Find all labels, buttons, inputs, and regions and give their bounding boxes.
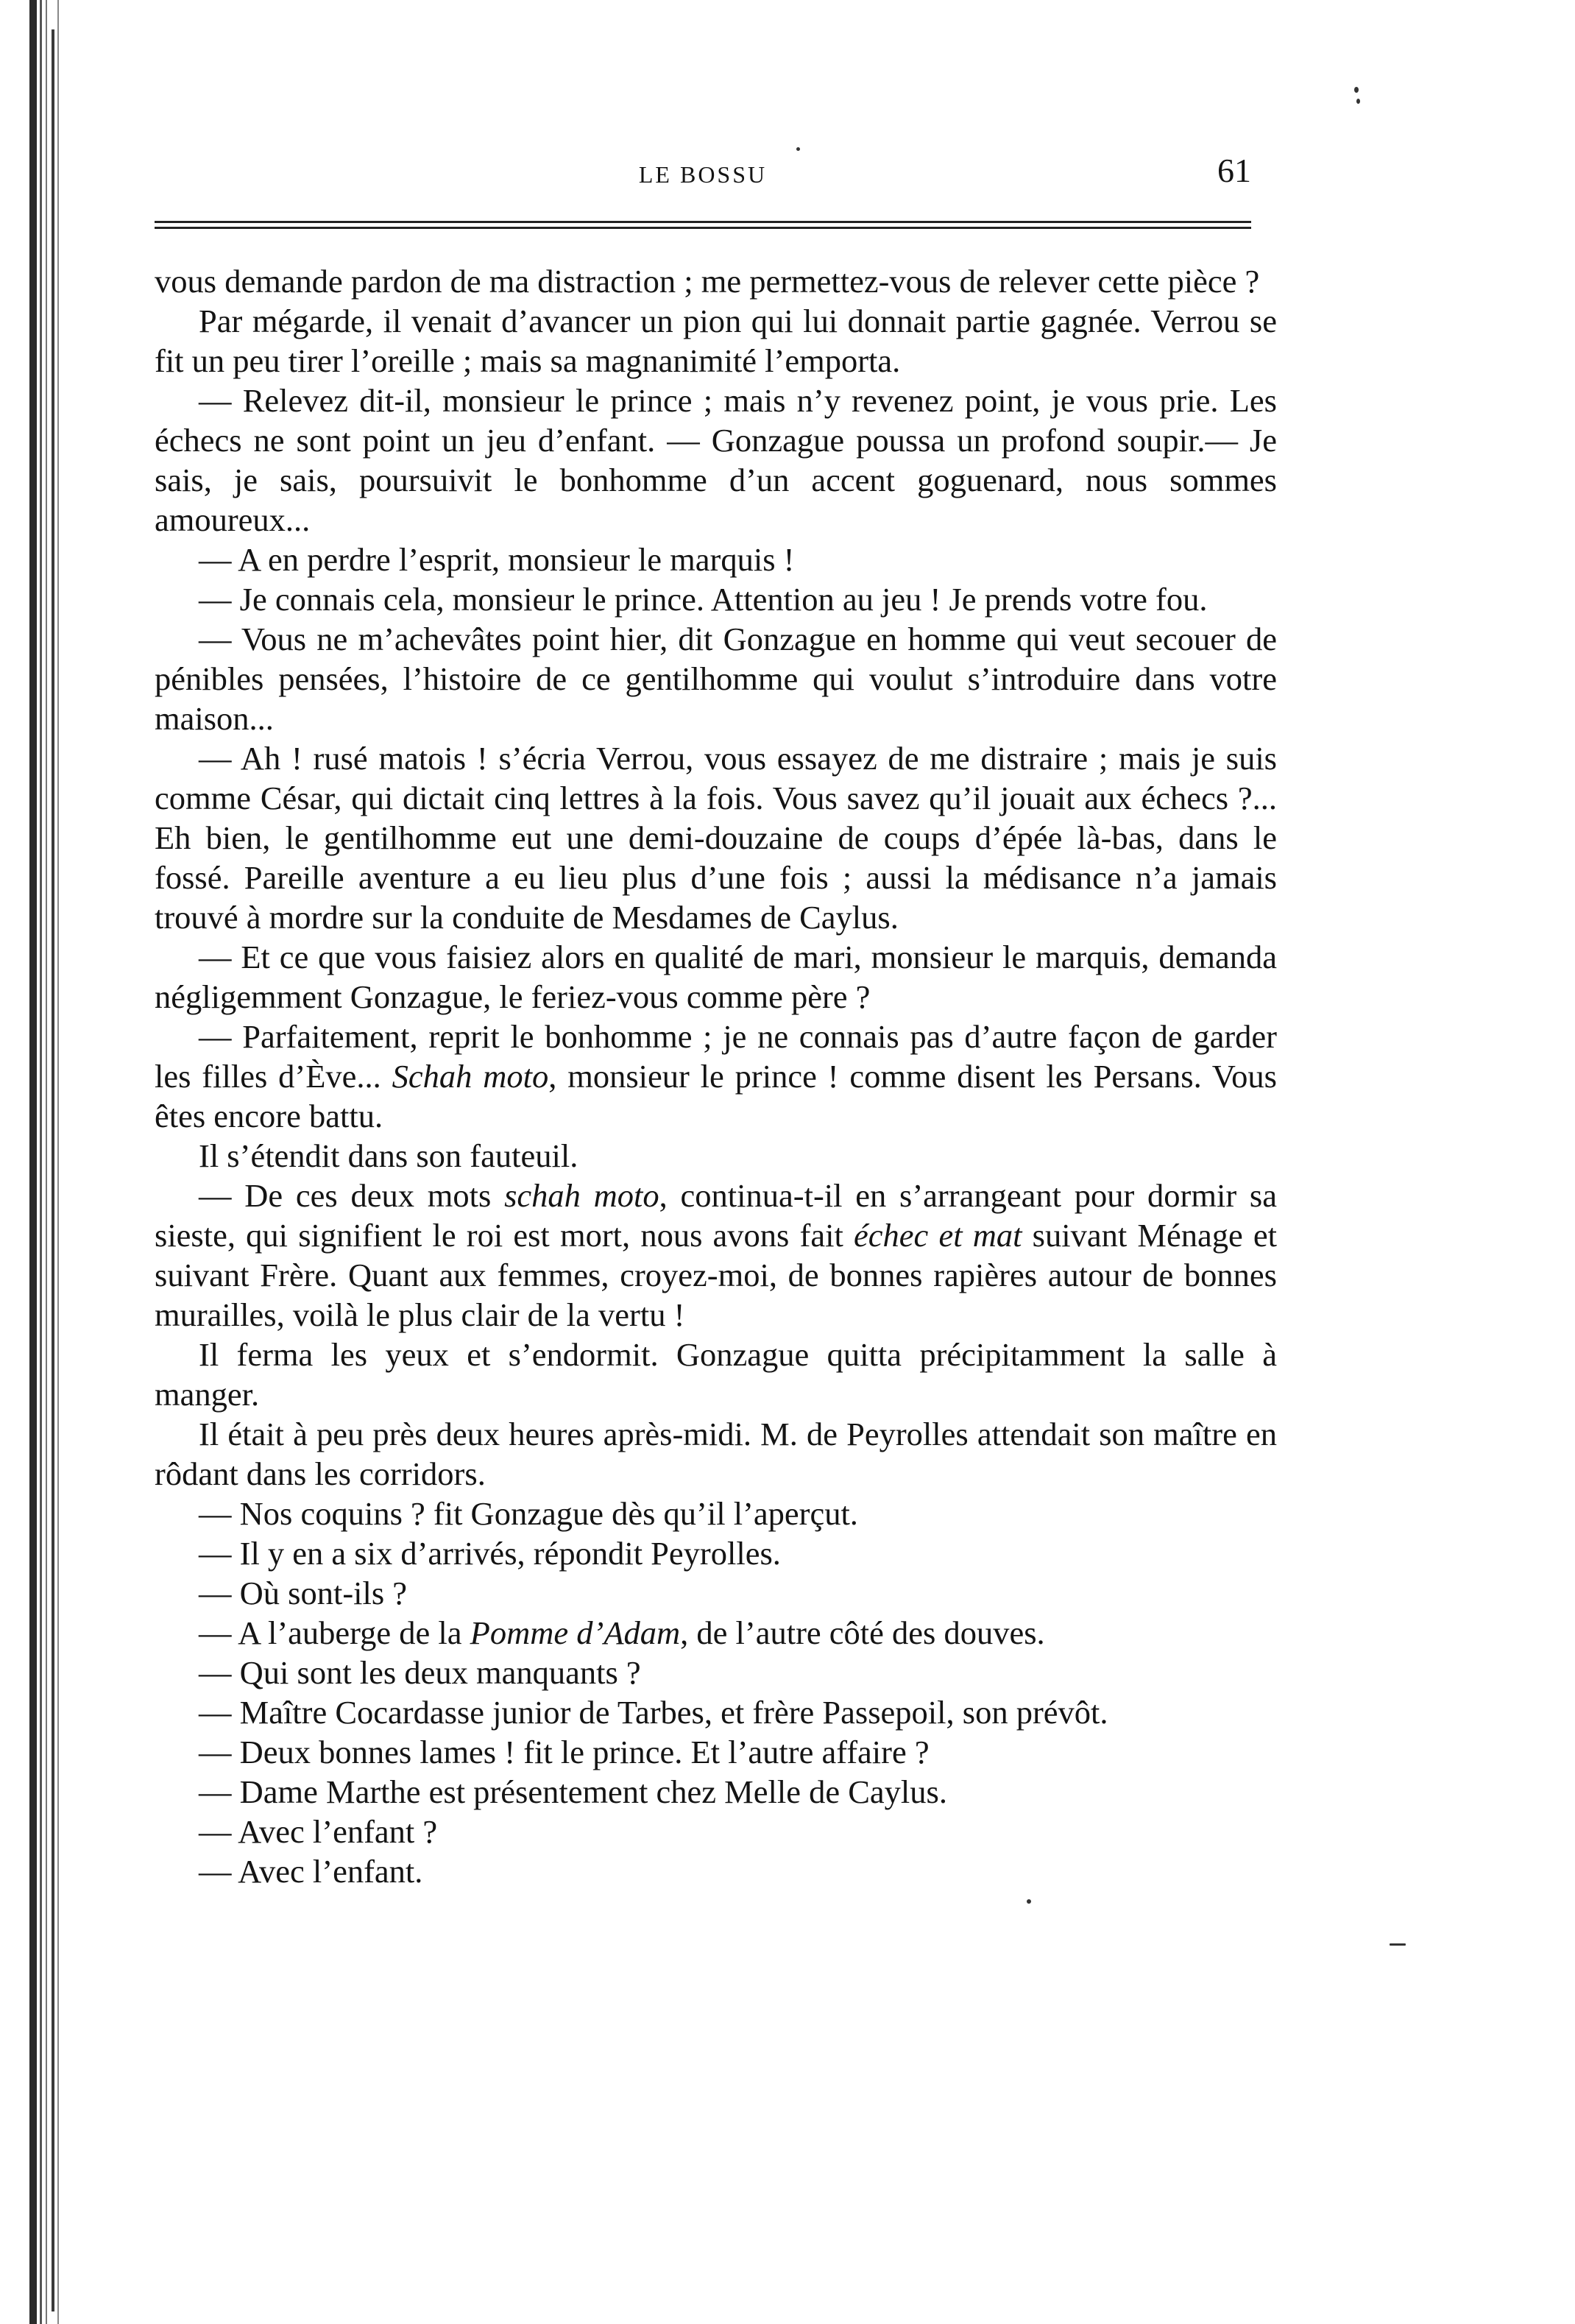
paragraph: Par mégarde, il venait d’avancer un pion qui lui donnait partie gagnée. Verrou se fit un peu tirer l’oreille ; mais sa magnanimité l’emporta. xyxy=(155,303,1277,379)
paragraph: Il ferma les yeux et s’endormit. Gonzague quitta précipitamment la salle à manger. xyxy=(155,1336,1277,1413)
print-speck xyxy=(1356,99,1360,104)
running-title: LE BOSSU xyxy=(638,161,768,188)
paragraph: — Je connais cela, monsieur le prince. Attention au jeu ! Je prends votre fou. xyxy=(199,581,1208,618)
paragraph: Il était à peu près deux heures après-midi. M. de Peyrolles attendait son maître en rôdant dans les corridors. xyxy=(155,1416,1277,1492)
italic-phrase: Pomme d’Adam xyxy=(470,1614,681,1651)
paragraph: vous demande pardon de ma distraction ; me permettez-vous de relever cette pièce ? xyxy=(155,263,1260,300)
paragraph: — Dame Marthe est présentement chez Melle de Caylus. xyxy=(199,1773,947,1810)
paragraph: — Avec l’enfant. xyxy=(199,1853,423,1890)
print-speck xyxy=(1027,1899,1031,1904)
paragraph: — Parfaitement, reprit le bonhomme ; je ne connais pas d’autre façon de garder les filles d’Ève... Schah moto, monsieur le prince ! comme disent les Persans. Vous êtes encore battu. xyxy=(155,1018,1277,1134)
print-speck xyxy=(796,147,800,151)
paragraph: — Avec l’enfant ? xyxy=(199,1813,438,1850)
print-speck xyxy=(1390,1943,1406,1946)
paragraph: — Il y en a six d’arrivés, répondit Peyrolles. xyxy=(199,1535,781,1572)
print-speck xyxy=(1354,87,1359,93)
paragraph: — Vous ne m’achevâtes point hier, dit Gonzague en homme qui veut secouer de pénibles pensées, l’histoire de ce gentilhomme qui voulut s’introduire dans votre maison... xyxy=(155,621,1277,737)
paragraph: — Nos coquins ? fit Gonzague dès qu’il l’aperçut. xyxy=(199,1495,858,1532)
paragraph: Il s’étendit dans son fauteuil. xyxy=(199,1137,578,1174)
paragraph: — Deux bonnes lames ! fit le prince. Et l’autre affaire ? xyxy=(199,1734,930,1770)
paragraph: — Où sont-ils ? xyxy=(199,1575,408,1611)
body-text xyxy=(155,261,1277,1891)
paragraph: — Qui sont les deux manquants ? xyxy=(199,1654,641,1691)
paragraph: — Relevez dit-il, monsieur le prince ; mais n’y revenez point, je vous prie. Les échecs ne sont point un jeu d’enfant. — Gonzague poussa un profond soupir.— Je sais, je sais, poursuivit le bonhomme d’un accent goguenard, nous sommes amoureux... xyxy=(155,382,1277,538)
page-header xyxy=(155,151,1251,195)
italic-phrase: schah moto xyxy=(504,1177,659,1214)
page-number: 61 xyxy=(1217,152,1251,189)
paragraph: — Maître Cocardasse junior de Tarbes, et frère Passepoil, son prévôt. xyxy=(199,1694,1108,1731)
paragraph: — Et ce que vous faisiez alors en qualité de mari, monsieur le marquis, demanda négligemment Gonzague, le feriez-vous comme père ? xyxy=(155,939,1277,1015)
paragraph: — De ces deux mots schah moto, continua-t-il en s’arrangeant pour dormir sa sieste, qui signifient le roi est mort, nous avons fait échec et mat suivant Ménage et suivant Frère. Quant aux femmes, croyez-moi, de bonnes rapières autour de bonnes murailles, voilà le plus clair de la vertu ! xyxy=(155,1177,1278,1333)
paragraph: — A l’auberge de la Pomme d’Adam, de l’autre côté des douves. xyxy=(199,1614,1045,1651)
paragraph: — A en perdre l’esprit, monsieur le marquis ! xyxy=(199,541,795,578)
book-spine-edge xyxy=(29,0,81,2324)
header-rule xyxy=(155,221,1251,230)
italic-phrase: Schah moto xyxy=(392,1058,549,1095)
paragraph: — Ah ! rusé matois ! s’écria Verrou, vous essayez de me distraire ; mais je suis comme César, qui dictait cinq lettres à la fois. Vous savez qu’il jouait aux échecs ?... Eh bien, le gentilhomme eut une demi-douzaine de coups d’épée là-bas, dans le fossé. Pareille aventure a eu lieu plus d’une fois ; aussi la médisance n’a jamais trouvé à mordre sur la conduite de Mesdames de Caylus. xyxy=(155,740,1277,936)
italic-phrase: échec et mat xyxy=(854,1217,1022,1254)
